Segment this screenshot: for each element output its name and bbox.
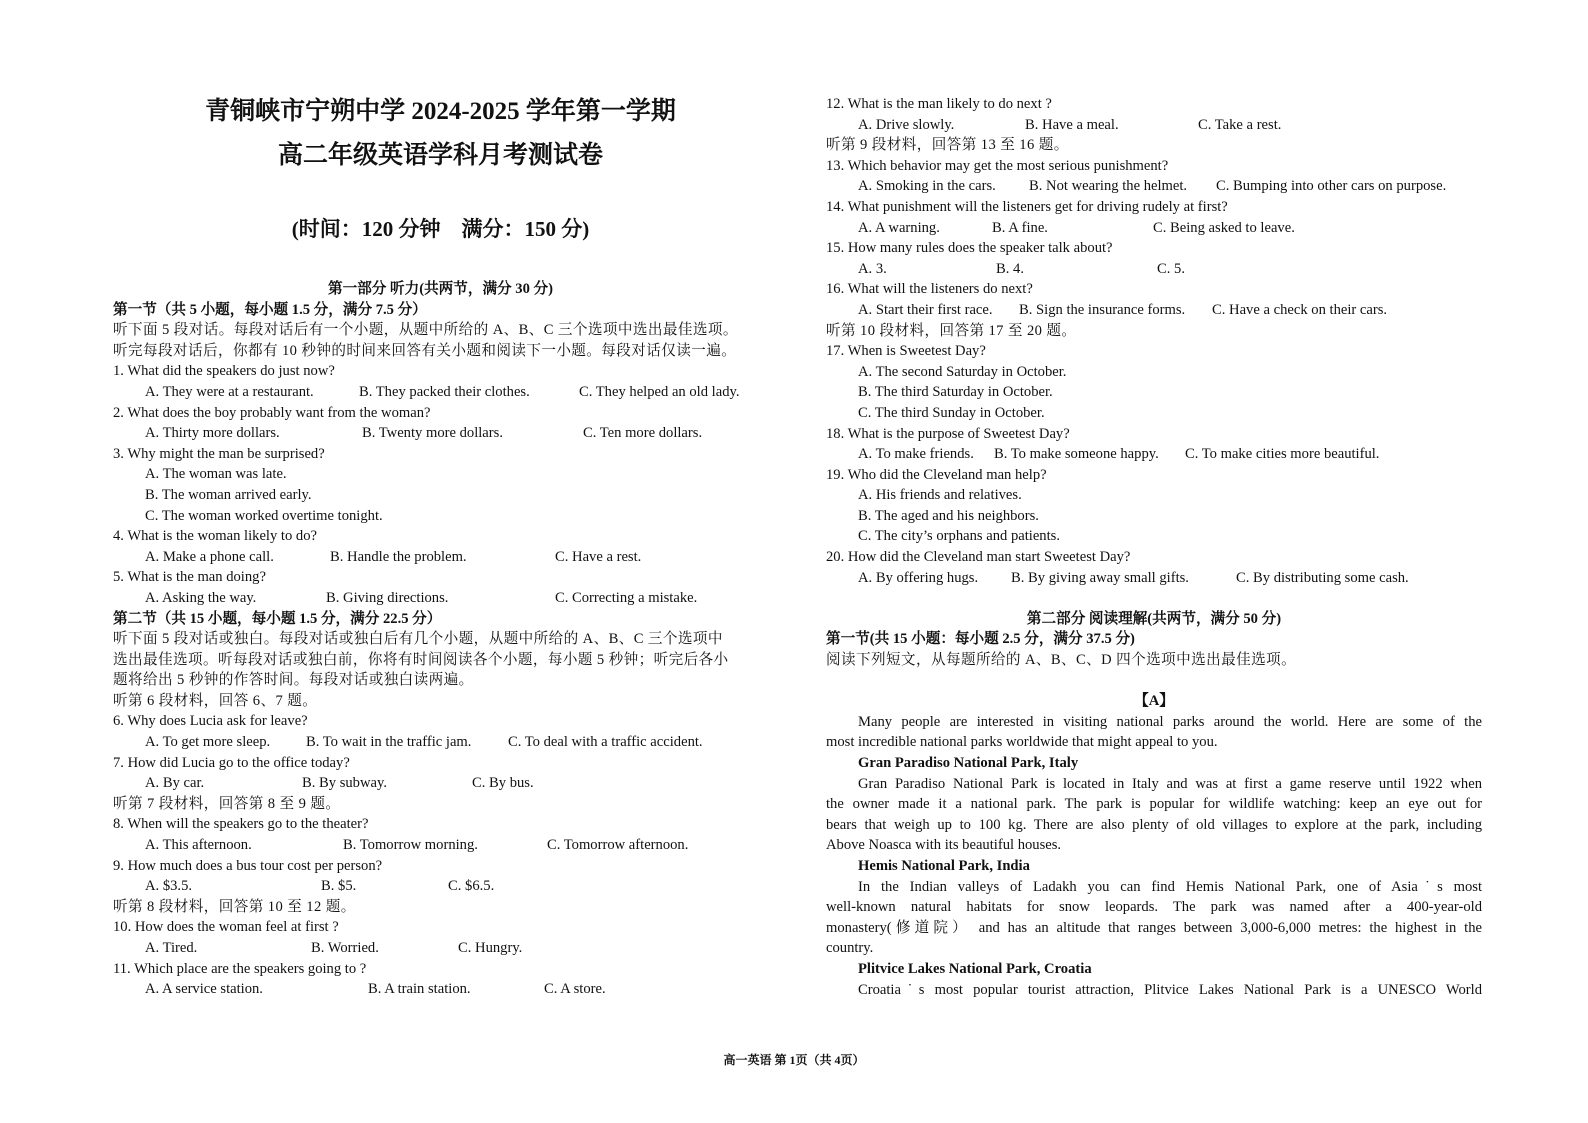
question-options xyxy=(826,568,1482,589)
option-c: C. Bumping into other cars on purpose. xyxy=(1216,178,1447,195)
passage-line: the owner made it a national park. The park is popular for wildlife watching: keep an eye out for xyxy=(826,796,1482,813)
option-c: C. 5. xyxy=(1157,260,1185,277)
question-stem: 14. What punishment will the listeners get for driving rudely at first? xyxy=(826,198,1228,215)
passage-line: Many people are interested in visiting national parks around the world. Here are some of the xyxy=(858,713,1482,730)
park-title: Hemis National Park, India xyxy=(858,857,1030,874)
option-b: B. Not wearing the helmet. xyxy=(1029,178,1188,195)
question-options xyxy=(113,588,768,609)
passage-line: Above Noasca with its beautiful houses. xyxy=(826,837,1062,854)
option-b: B. $5. xyxy=(321,878,357,895)
option-a: A. Tired. xyxy=(145,940,198,956)
question-options xyxy=(113,979,768,1000)
question-options xyxy=(826,218,1482,239)
option-c: C. Have a rest. xyxy=(555,548,642,565)
option-c: C. To make cities more beautiful. xyxy=(1185,446,1380,463)
option-c: C. To deal with a traffic accident. xyxy=(508,734,703,751)
passage-line: country. xyxy=(826,940,874,957)
park-title: Gran Paradiso National Park, Italy xyxy=(858,755,1079,771)
option-b: B. Have a meal. xyxy=(1025,116,1119,133)
question-stem: 18. What is the purpose of Sweetest Day? xyxy=(826,425,1070,442)
option-a: A. The woman was late. xyxy=(145,466,287,483)
section2-instruction: 听下面 5 段对话或独白。每段对话或独白后有几个小题，从题中所给的 A、B、C 三个选项中 xyxy=(113,631,723,648)
option-b: B. Tomorrow morning. xyxy=(343,837,478,854)
option-a: A. Make a phone call. xyxy=(145,548,274,565)
question-options xyxy=(113,423,768,444)
question-stem: 1. What did the speakers do just now? xyxy=(113,363,335,380)
option-b: B. Worried. xyxy=(311,940,379,956)
option-b: B. A fine. xyxy=(992,219,1048,236)
question-options xyxy=(113,938,768,959)
option-c: C. A store. xyxy=(544,981,606,998)
option-b: B. Handle the problem. xyxy=(330,548,467,565)
option-c: C. Have a check on their cars. xyxy=(1212,301,1388,318)
section1-instruction: 听完每段对话后，你都有 10 秒钟的时间来回答有关小题和阅读下一小题。每段对话仅读一遍。 xyxy=(113,342,737,359)
option-b: B. 4. xyxy=(996,260,1024,277)
option-b: B. The aged and his neighbors. xyxy=(858,507,1039,524)
question-options xyxy=(826,176,1482,197)
passage-line: well-known natural habitats for snow leopards. The park was named after a 400-year-old xyxy=(826,899,1482,916)
question-options xyxy=(113,773,768,794)
option-b: B. Giving directions. xyxy=(326,589,449,606)
question-stem: 19. Who did the Cleveland man help? xyxy=(826,466,1047,483)
part1-section1-heading: 第一节（共 5 小题，每小题 1.5 分，满分 7.5 分） xyxy=(113,301,427,318)
question-options xyxy=(826,444,1482,465)
question-stem: 10. How does the woman feel at first ? xyxy=(113,919,339,936)
question-stem: 12. What is the man likely to do next ? xyxy=(826,96,1052,112)
option-b: B. The woman arrived early. xyxy=(145,486,312,503)
option-c: C. Correcting a mistake. xyxy=(555,589,698,606)
passage-line: most incredible national parks worldwide that might appeal to you. xyxy=(826,734,1218,751)
question-stem: 13. Which behavior may get the most serious punishment? xyxy=(826,157,1169,174)
exam-time-info: (时间：120 分钟 满分：150 分) xyxy=(291,217,590,241)
option-a: A. $3.5. xyxy=(145,878,193,895)
option-c: C. Hungry. xyxy=(458,940,523,956)
option-a: A. This afternoon. xyxy=(145,837,252,854)
option-a: A. To make friends. xyxy=(858,446,974,463)
passage-line: Gran Paradiso National Park is located in Italy and was at first a game reserve until 1922 when xyxy=(858,775,1482,792)
question-stem: 11. Which place are the speakers going to ? xyxy=(113,960,367,977)
passage-a-label: 【A】 xyxy=(1134,693,1174,710)
question-stem: 4. What is the woman likely to do? xyxy=(113,528,318,545)
option-b: B. To make someone happy. xyxy=(994,446,1159,463)
option-b: B. Twenty more dollars. xyxy=(362,425,503,442)
material-prompt: 听第 6 段材料，回答 6、7 题。 xyxy=(113,692,318,709)
material-prompt: 听第 10 段材料，回答第 17 至 20 题。 xyxy=(826,322,1077,339)
question-stem: 17. When is Sweetest Day? xyxy=(826,343,986,360)
question-options xyxy=(826,300,1482,321)
option-a: A. To get more sleep. xyxy=(145,734,271,751)
part2-heading: 第二部分 阅读理解(共两节，满分 50 分) xyxy=(1026,610,1282,627)
part1-section2-heading: 第二节（共 15 小题，每小题 1.5 分，满分 22.5 分） xyxy=(113,610,442,627)
option-b: B. By giving away small gifts. xyxy=(1011,569,1189,586)
exam-title-line2: 高二年级英语学科月考测试卷 xyxy=(277,142,603,169)
question-stem: 2. What does the boy probably want from the woman? xyxy=(113,404,431,421)
option-c: C. Ten more dollars. xyxy=(583,425,703,442)
option-c: C. The woman worked overtime tonight. xyxy=(145,507,383,524)
option-b: B. By subway. xyxy=(302,775,387,792)
option-a: A. Thirty more dollars. xyxy=(145,425,280,442)
question-options xyxy=(113,732,768,753)
question-stem: 16. What will the listeners do next? xyxy=(826,281,1033,298)
option-c: C. Take a rest. xyxy=(1198,116,1282,133)
option-a: A. A warning. xyxy=(858,219,940,236)
part2-instructions: 阅读下列短文，从每题所给的 A、B、C、D 四个选项中选出最佳选项。 xyxy=(826,652,1297,669)
section2-instruction: 题将给出 5 秒钟的作答时间。每段对话或独白读两遍。 xyxy=(113,672,474,689)
option-a: A. 3. xyxy=(858,260,887,277)
option-c: C. The city’s orphans and patients. xyxy=(858,528,1060,545)
section2-instruction: 选出最佳选项。听每段对话或独白前，你将有时间阅读各个小题，每小题 5 秒钟；听完后各小 xyxy=(113,651,729,668)
option-a: A. The second Saturday in October. xyxy=(858,363,1067,380)
exam-title-line1: 青铜峡市宁朔中学 2024-2025 学年第一学期 xyxy=(205,98,676,125)
page-footer: 高一英语 第 1页（共 4页） xyxy=(723,1053,865,1067)
option-b: B. A train station. xyxy=(368,981,471,998)
passage-line: In the Indian valleys of Ladakh you can find Hemis National Park, one of Asia˙s most xyxy=(858,878,1482,895)
question-stem: 20. How did the Cleveland man start Sweetest Day? xyxy=(826,549,1131,566)
question-stem: 5. What is the man doing? xyxy=(113,569,266,586)
option-a: A. His friends and relatives. xyxy=(858,487,1022,504)
passage-line: bears that weigh up to 100 kg. There are also plenty of old villages to explore at the park, including xyxy=(826,816,1482,833)
option-c: C. By bus. xyxy=(472,775,534,792)
option-a: A. By offering hugs. xyxy=(858,569,979,586)
question-options xyxy=(113,547,768,568)
option-c: C. Being asked to leave. xyxy=(1153,219,1295,236)
option-a: A. They were at a restaurant. xyxy=(145,383,314,400)
question-options xyxy=(113,382,768,403)
option-a: A. By car. xyxy=(145,775,205,792)
passage-line: Croatia˙s most popular tourist attraction, Plitvice Lakes National Park is a UNESCO World xyxy=(858,981,1482,998)
question-stem: 8. When will the speakers go to the theater? xyxy=(113,816,369,833)
option-a: A. Smoking in the cars. xyxy=(858,178,996,195)
option-c: C. Tomorrow afternoon. xyxy=(547,837,689,854)
option-a: A. Asking the way. xyxy=(145,589,257,606)
option-b: B. To wait in the traffic jam. xyxy=(306,734,472,751)
right-column xyxy=(826,0,1482,1000)
option-c: C. By distributing some cash. xyxy=(1236,569,1409,586)
option-a: A. A service station. xyxy=(145,981,263,998)
part2-section1-heading: 第一节(共 15 小题：每小题 2.5 分，满分 37.5 分) xyxy=(826,631,1135,648)
question-stem: 3. Why might the man be surprised? xyxy=(113,445,325,462)
park-title: Plitvice Lakes National Park, Croatia xyxy=(858,960,1092,977)
option-a: A. Drive slowly. xyxy=(858,116,955,133)
option-b: B. The third Saturday in October. xyxy=(858,384,1053,401)
question-stem: 7. How did Lucia go to the office today? xyxy=(113,754,350,771)
question-options xyxy=(826,115,1482,136)
passage-line: monastery(修道院） and has an altitude that ranges between 3,000-6,000 metres: the highest in the xyxy=(826,919,1482,936)
material-prompt: 听第 8 段材料，回答第 10 至 12 题。 xyxy=(113,898,356,915)
option-c: C. The third Sunday in October. xyxy=(858,404,1045,421)
option-c: C. They helped an old lady. xyxy=(579,383,740,400)
question-stem: 9. How much does a bus tour cost per person? xyxy=(113,857,383,874)
option-b: B. They packed their clothes. xyxy=(359,383,530,400)
option-c: C. $6.5. xyxy=(448,878,495,895)
material-prompt: 听第 9 段材料，回答第 13 至 16 题。 xyxy=(826,137,1069,154)
question-options xyxy=(113,835,768,856)
section1-instruction: 听下面 5 段对话。每段对话后有一个小题，从题中所给的 A、B、C 三个选项中选出最佳选项。 xyxy=(113,322,738,339)
option-b: B. Sign the insurance forms. xyxy=(1019,301,1186,318)
question-stem: 6. Why does Lucia ask for leave? xyxy=(113,713,308,730)
part1-heading: 第一部分 听力(共两节，满分 30 分) xyxy=(328,281,553,297)
question-options xyxy=(826,259,1482,280)
material-prompt: 听第 7 段材料，回答第 8 至 9 题。 xyxy=(113,795,341,812)
question-options xyxy=(113,876,768,897)
question-stem: 15. How many rules does the speaker talk about? xyxy=(826,240,1113,257)
left-column xyxy=(113,0,768,1000)
option-a: A. Start their first race. xyxy=(858,301,993,318)
